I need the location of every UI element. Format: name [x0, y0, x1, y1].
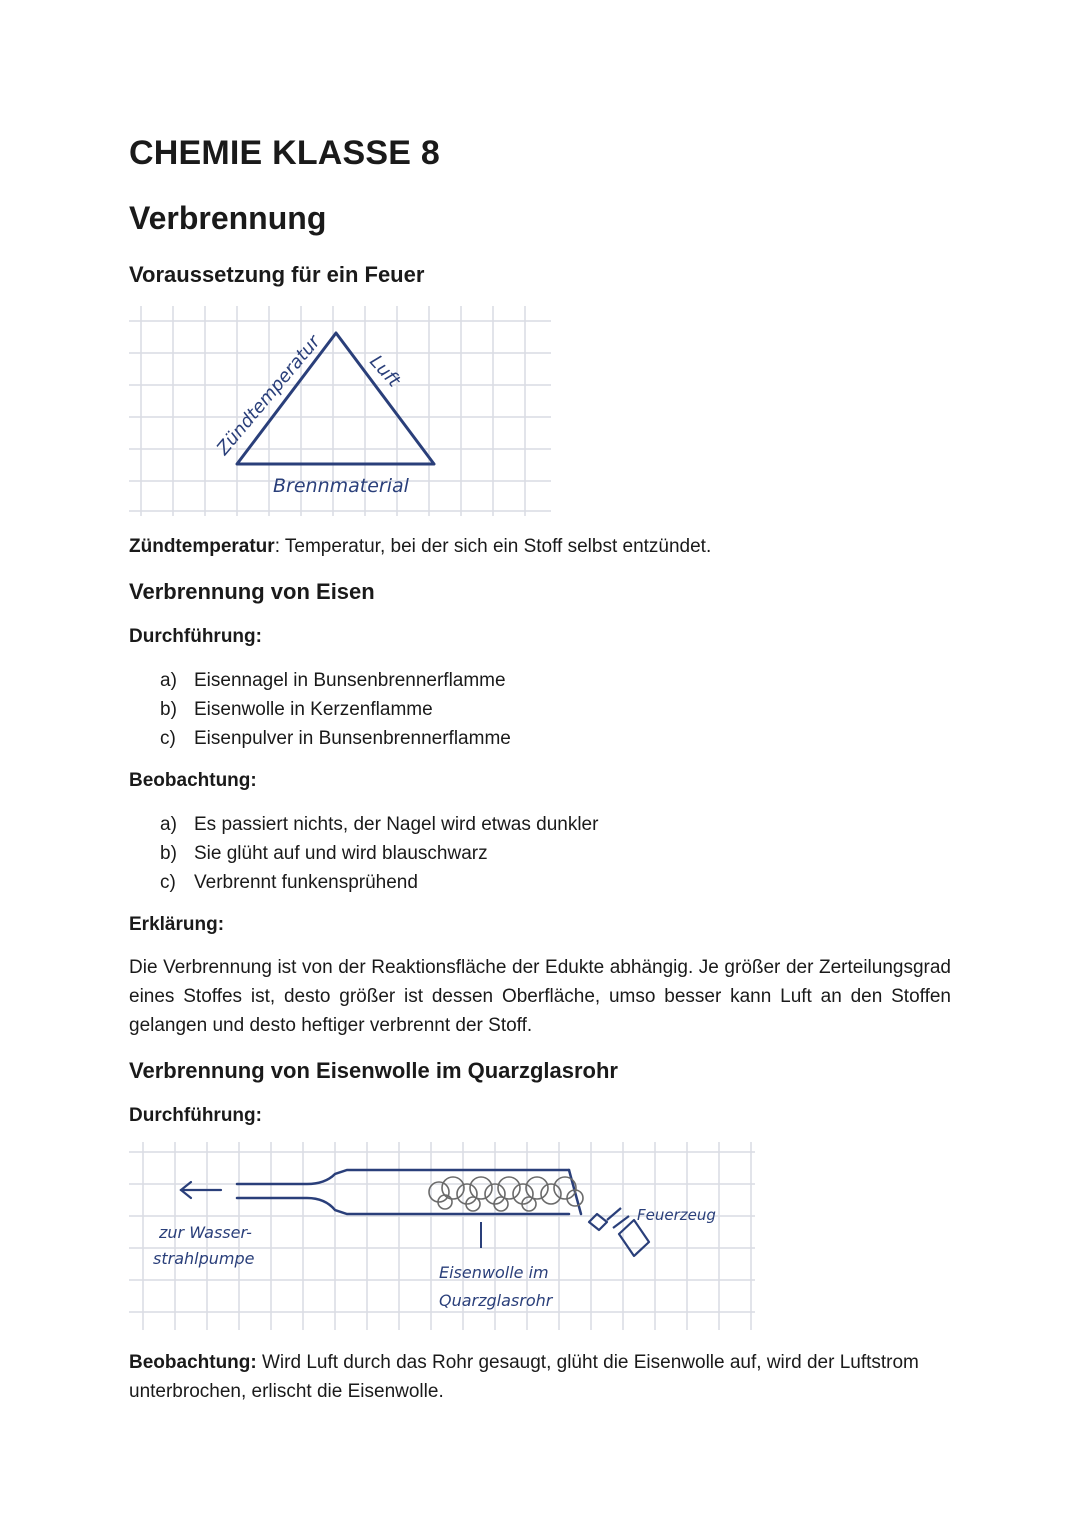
list-item: b) Sie glüht auf und wird blauschwarz — [160, 843, 488, 864]
pump-label-line1: zur Wasser- — [159, 1223, 252, 1242]
wool-label-line1: Eisenwolle im — [439, 1263, 549, 1282]
quartz-tube-sketch — [129, 1142, 755, 1330]
fire-triangle-figure — [129, 306, 551, 516]
list-item: c) Verbrennt funkensprühend — [160, 872, 418, 893]
list-item: c) Eisenpulver in Bunsenbrennerflamme — [160, 728, 511, 749]
definition-text: : Temperatur, bei der sich ein Stoff selbst entzündet. — [274, 536, 712, 557]
list-item: b) Eisenwolle in Kerzenflamme — [160, 699, 433, 720]
heading-fire-prerequisites: Voraussetzung für ein Feuer — [129, 262, 425, 287]
section-title: Verbrennung — [129, 200, 327, 236]
wool-label-line2: Quarzglasrohr — [439, 1291, 553, 1310]
triangle-label-fuel: Brennmaterial — [273, 475, 409, 497]
triangle-label-ignition-temperature: Zündtemperatur — [212, 331, 325, 460]
ignition-definition — [129, 532, 711, 561]
heading-iron-combustion: Verbrennung von Eisen — [129, 579, 375, 604]
list-item: a) Eisennagel in Bunsenbrennerflamme — [160, 670, 506, 691]
procedure-list — [160, 666, 511, 753]
list-item: a) Es passiert nichts, der Nagel wird etwas dunkler — [160, 814, 599, 835]
observation-list — [160, 810, 598, 897]
quartz-tube — [237, 1170, 581, 1214]
observation-label: Beobachtung: — [129, 770, 257, 791]
triangle-label-air: Luft — [365, 351, 405, 392]
explanation-label: Erklärung: — [129, 914, 225, 935]
tube-observation — [129, 1348, 951, 1406]
explanation-paragraph: Die Verbrennung ist von der Reaktionsfläche der Edukte abhängig. Je größer der Zerteilungsgrad eines Stoffes ist, desto größer ist dessen Oberfläche, umso besser kann Luft an den Stoffen gelangen und desto heftiger verbrennt der Stoff. — [129, 957, 951, 1036]
procedure-label: Durchführung: — [129, 626, 262, 647]
lighter-label: Feuerzeug — [637, 1206, 716, 1224]
heading-quartz-tube: Verbrennung von Eisenwolle im Quarzglasrohr — [129, 1058, 618, 1083]
definition-term: Zündtemperatur — [129, 536, 275, 557]
document-title: CHEMIE KLASSE 8 — [129, 134, 440, 172]
tube-observation-text: Wird Luft durch das Rohr gesaugt, glüht die Eisenwolle auf, wird der Luftstrom unterbrochen, erlischt die Eisenwolle. — [129, 1352, 919, 1402]
iron-wool-scribble — [429, 1177, 583, 1211]
pump-label-line2: strahlpumpe — [153, 1249, 255, 1268]
procedure-label-2: Durchführung: — [129, 1105, 262, 1126]
tube-observation-label: Beobachtung: — [129, 1352, 257, 1373]
